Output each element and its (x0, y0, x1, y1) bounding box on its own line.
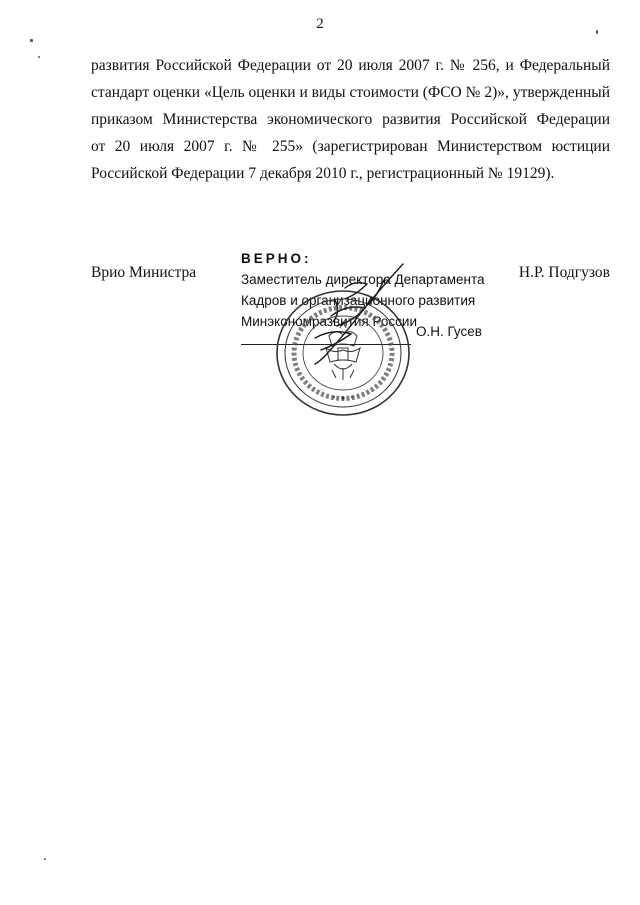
scan-speck (30, 39, 33, 42)
page-number: 2 (316, 16, 324, 32)
scan-speck (38, 56, 40, 58)
body-line: стандарт оценки «Цель оценки и виды стоимости (ФСО № 2)», утвержденный (91, 84, 610, 101)
body-line: Российской Федерации 7 декабря 2010 г., регистрационный № 19129). (91, 165, 555, 182)
body-paragraph (91, 52, 610, 187)
certification-line: Минэкономразвития России (241, 314, 417, 329)
scan-speck (596, 30, 598, 34)
handwritten-signature-icon (285, 258, 415, 368)
signatory-name: Н.Р. Подгузов (518, 264, 610, 281)
certification-line: Кадров и организационного развития (241, 293, 476, 308)
certification-name: О.Н. Гусев (416, 324, 482, 339)
body-line: приказом Министерства экономического развития Российской Федерации (91, 111, 610, 128)
certification-line: Заместитель директора Департамента (241, 272, 485, 287)
scan-speck (44, 858, 46, 860)
body-line: от 20 июля 2007 г. № 255» (зарегистрирован Министерством юстиции (91, 138, 610, 155)
signatory-title: Врио Министра (91, 264, 197, 281)
certification-heading: ВЕРНО: (241, 251, 312, 266)
body-line: развития Российской Федерации от 20 июля 2007 г. № 256, и Федеральный (91, 57, 610, 74)
